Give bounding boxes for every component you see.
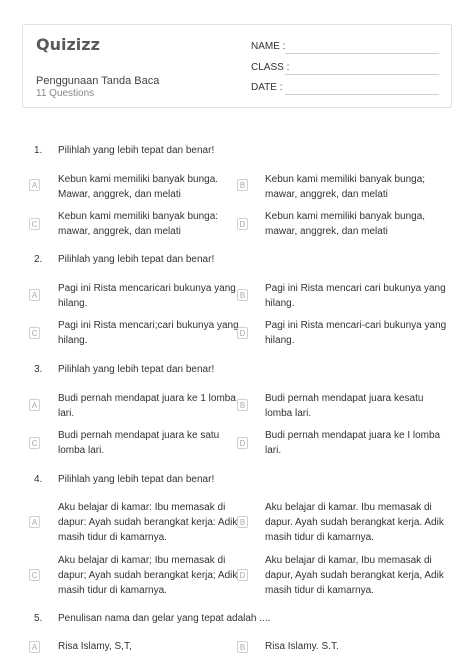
option-line: Kebun kami memiliki banyak bunga. [58, 174, 219, 185]
option-line: Risa Islamy, S,T, [58, 641, 132, 652]
option-line: masih tidur di kamarnya. [265, 532, 374, 543]
option-letter-box[interactable]: B [237, 516, 248, 528]
worksheet-title: Penggunaan Tanda Baca [36, 75, 160, 87]
option-a[interactable] [58, 391, 240, 421]
option-c[interactable] [58, 318, 240, 348]
option-c[interactable] [58, 209, 240, 239]
option-line: mawar, anggrek, dan melati [265, 226, 388, 237]
question-number: 3. [34, 364, 43, 375]
option-letter-box[interactable]: B [237, 179, 248, 191]
option-letter-box[interactable]: A [29, 516, 40, 528]
option-letter-box[interactable]: D [237, 218, 248, 230]
option-line: Budi pernah mendapat juara ke I lomba [265, 430, 441, 441]
option-b[interactable] [265, 391, 447, 421]
option-letter-box[interactable]: C [29, 327, 40, 339]
class-label: CLASS : [251, 62, 290, 73]
option-line: hilang. [58, 335, 88, 346]
option-letter-box[interactable]: A [29, 641, 40, 653]
option-a[interactable] [58, 639, 240, 654]
option-line: Risa Islamy. S.T. [265, 641, 339, 652]
question-text: Pilihlah yang lebih tepat dan benar! [58, 364, 215, 375]
option-line: Aku belajar di kamar, Ibu memasak di [265, 555, 432, 566]
question-text: Pilihlah yang lebih tepat dan benar! [58, 474, 215, 485]
option-d[interactable] [265, 553, 447, 598]
quizizz-logo: Quizizz [36, 35, 100, 54]
option-d[interactable] [265, 428, 447, 458]
question-text: Pilihlah yang lebih tepat dan benar! [58, 254, 215, 265]
class-field[interactable] [285, 74, 439, 75]
question-number: 2. [34, 254, 43, 265]
date-field[interactable] [285, 94, 439, 95]
option-line: hilang. [265, 335, 295, 346]
option-letter-box[interactable]: B [237, 289, 248, 301]
option-line: mawar, anggrek, dan melati [265, 189, 388, 200]
question-text: Pilihlah yang lebih tepat dan benar! [58, 145, 215, 156]
option-line: dapur; Ayah sudah berangkat kerja; Adik [58, 570, 238, 581]
option-letter-box[interactable]: A [29, 399, 40, 411]
question-text: Penulisan nama dan gelar yang tepat adalah .... [58, 613, 271, 624]
option-d[interactable] [265, 209, 447, 239]
option-letter-box[interactable]: A [29, 179, 40, 191]
date-label: DATE : [251, 82, 283, 93]
option-line: mawar, anggrek, dan melati [58, 226, 181, 237]
question-number: 4. [34, 474, 43, 485]
option-line: lari. [265, 445, 282, 456]
option-line: dapur. Ayah sudah berangkat kerja. Adik [265, 517, 444, 528]
option-line: lomba lari. [265, 408, 312, 419]
option-line: Pagi ini Rista mencari cari bukunya yang [265, 283, 446, 294]
name-label: NAME : [251, 41, 286, 52]
option-line: masih tidur di kamarnya. [265, 585, 374, 596]
option-letter-box[interactable]: B [237, 641, 248, 653]
option-line: Pagi ini Rista mencaricari bukunya yang [58, 283, 236, 294]
option-line: Budi pernah mendapat juara ke 1 lomba [58, 393, 236, 404]
option-b[interactable] [265, 500, 447, 545]
option-line: masih tidur di kamarnya. [58, 532, 167, 543]
option-line: Kebun kami memiliki banyak bunga; [265, 174, 426, 185]
name-field[interactable] [285, 53, 439, 54]
option-a[interactable] [58, 500, 240, 545]
option-letter-box[interactable]: D [237, 327, 248, 339]
option-line: Aku belajar di kamar. Ibu memasak di [265, 502, 432, 513]
option-line: hilang. [58, 298, 88, 309]
option-line: Pagi ini Rista mencari;cari bukunya yang [58, 320, 239, 331]
option-line: dapur, Ayah sudah berangkat kerja, Adik [265, 570, 444, 581]
option-letter-box[interactable]: B [237, 399, 248, 411]
option-line: Budi pernah mendapat juara kesatu [265, 393, 424, 404]
option-b[interactable] [265, 639, 447, 654]
worksheet-header [22, 24, 452, 108]
option-line: Kebun kami memiliki banyak bunga: [58, 211, 219, 222]
option-a[interactable] [58, 281, 240, 311]
option-line: Pagi ini Rista mencari-cari bukunya yang [265, 320, 447, 331]
question-number: 1. [34, 145, 43, 156]
option-line: lari. [58, 408, 75, 419]
option-letter-box[interactable]: D [237, 569, 248, 581]
option-c[interactable] [58, 553, 240, 598]
option-line: Kebun kami memiliki banyak bunga, [265, 211, 426, 222]
question-number: 5. [34, 613, 43, 624]
option-line: Aku belajar di kamar: Ibu memasak di [58, 502, 226, 513]
option-letter-box[interactable]: D [237, 437, 248, 449]
question-count: 11 Questions [36, 88, 95, 99]
option-line: Aku belajar di kamar; Ibu memasak di [58, 555, 226, 566]
option-letter-box[interactable]: A [29, 289, 40, 301]
option-letter-box[interactable]: C [29, 437, 40, 449]
option-line: dapur: Ayah sudah berangkat kerja: Adik [58, 517, 238, 528]
option-line: lomba lari. [58, 445, 105, 456]
option-c[interactable] [58, 428, 240, 458]
option-line: Mawar, anggrek, dan melati [58, 189, 181, 200]
option-d[interactable] [265, 318, 447, 348]
option-line: Budi pernah mendapat juara ke satu [58, 430, 220, 441]
option-a[interactable] [58, 172, 240, 202]
option-letter-box[interactable]: C [29, 218, 40, 230]
option-line: masih tidur di kamarnya. [58, 585, 167, 596]
option-letter-box[interactable]: C [29, 569, 40, 581]
option-b[interactable] [265, 281, 447, 311]
option-line: hilang. [265, 298, 295, 309]
option-b[interactable] [265, 172, 447, 202]
